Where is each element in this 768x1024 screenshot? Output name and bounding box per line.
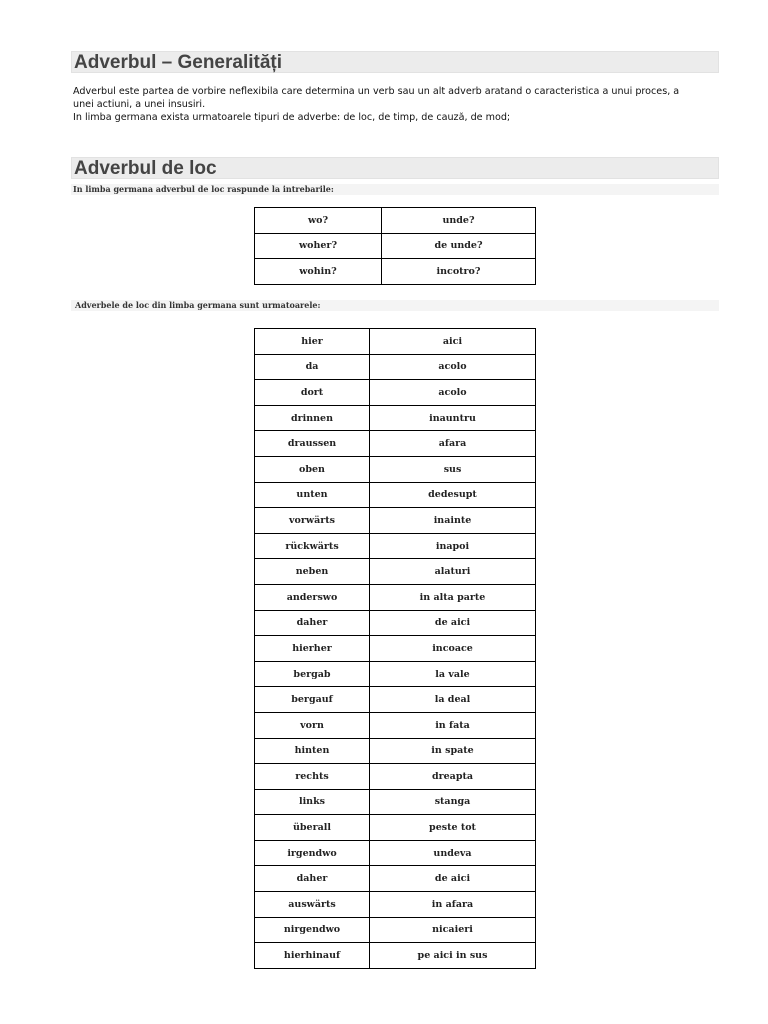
adverb-row	[255, 482, 536, 508]
german-cell: hierhinauf	[255, 943, 370, 969]
romanian-cell: incotro?	[382, 259, 536, 285]
romanian-cell: in spate	[370, 738, 536, 764]
german-cell: oben	[255, 456, 370, 482]
adverb-row	[255, 456, 536, 482]
german-cell: bergab	[255, 661, 370, 687]
german-cell: draussen	[255, 431, 370, 457]
adverb-row	[255, 533, 536, 559]
romanian-cell: de aici	[370, 610, 536, 636]
adverb-row	[255, 329, 536, 355]
german-cell: daher	[255, 610, 370, 636]
romanian-cell: peste tot	[370, 815, 536, 841]
romanian-cell: in alta parte	[370, 584, 536, 610]
german-cell: daher	[255, 866, 370, 892]
adverb-row	[255, 892, 536, 918]
adverb-row	[255, 866, 536, 892]
question-row	[255, 208, 536, 234]
romanian-cell: inapoi	[370, 533, 536, 559]
adverbs-table	[254, 328, 536, 969]
romanian-cell: dedesupt	[370, 482, 536, 508]
german-cell: hinten	[255, 738, 370, 764]
section-title-place: Adverbul de loc	[71, 157, 719, 179]
romanian-cell: acolo	[370, 354, 536, 380]
questions-table	[254, 207, 536, 285]
adverb-row	[255, 380, 536, 406]
romanian-cell: stanga	[370, 789, 536, 815]
adverb-row	[255, 764, 536, 790]
german-cell: hierher	[255, 636, 370, 662]
romanian-cell: afara	[370, 431, 536, 457]
romanian-cell: inauntru	[370, 405, 536, 431]
romanian-cell: la deal	[370, 687, 536, 713]
questions-intro: In limba germana adverbul de loc raspunde la intrebarile:	[71, 184, 719, 195]
german-cell: woher?	[255, 233, 382, 259]
german-cell: auswärts	[255, 892, 370, 918]
romanian-cell: undeva	[370, 840, 536, 866]
adverb-row	[255, 405, 536, 431]
german-cell: vorwärts	[255, 508, 370, 534]
adverb-row	[255, 584, 536, 610]
general-paragraph-types: In limba germana exista urmatoarele tipuri de adverbe: de loc, de timp, de cauză, de mod;	[73, 112, 511, 123]
adverb-row	[255, 840, 536, 866]
german-cell: rechts	[255, 764, 370, 790]
adverb-row	[255, 610, 536, 636]
german-cell: bergauf	[255, 687, 370, 713]
romanian-cell: de aici	[370, 866, 536, 892]
german-cell: neben	[255, 559, 370, 585]
adverb-row	[255, 789, 536, 815]
german-cell: wohin?	[255, 259, 382, 285]
romanian-cell: in fata	[370, 712, 536, 738]
adverb-row	[255, 636, 536, 662]
romanian-cell: sus	[370, 456, 536, 482]
section-title-general: Adverbul – Generalități	[71, 51, 719, 73]
german-cell: hier	[255, 329, 370, 355]
adverb-row	[255, 917, 536, 943]
german-cell: vorn	[255, 712, 370, 738]
question-row	[255, 259, 536, 285]
adverb-row	[255, 712, 536, 738]
adverb-row	[255, 431, 536, 457]
romanian-cell: acolo	[370, 380, 536, 406]
romanian-cell: in afara	[370, 892, 536, 918]
romanian-cell: unde?	[382, 208, 536, 234]
adverb-row	[255, 354, 536, 380]
german-cell: rückwärts	[255, 533, 370, 559]
adverb-row	[255, 687, 536, 713]
romanian-cell: nicaieri	[370, 917, 536, 943]
adverb-row	[255, 508, 536, 534]
german-cell: überall	[255, 815, 370, 841]
romanian-cell: inainte	[370, 508, 536, 534]
romanian-cell: la vale	[370, 661, 536, 687]
german-cell: anderswo	[255, 584, 370, 610]
romanian-cell: incoace	[370, 636, 536, 662]
adverbs-intro: Adverbele de loc din limba germana sunt urmatoarele:	[71, 300, 719, 311]
german-cell: da	[255, 354, 370, 380]
adverb-row	[255, 738, 536, 764]
german-cell: drinnen	[255, 405, 370, 431]
german-cell: links	[255, 789, 370, 815]
german-cell: wo?	[255, 208, 382, 234]
question-row	[255, 233, 536, 259]
german-cell: dort	[255, 380, 370, 406]
german-cell: irgendwo	[255, 840, 370, 866]
romanian-cell: de unde?	[382, 233, 536, 259]
romanian-cell: aici	[370, 329, 536, 355]
german-cell: nirgendwo	[255, 917, 370, 943]
adverb-row	[255, 559, 536, 585]
german-cell: unten	[255, 482, 370, 508]
adverb-row	[255, 661, 536, 687]
general-paragraph-definition: Adverbul este partea de vorbire neflexibila care determina un verb sau un alt adverb aratand o caracteristica a unui proces, a unei actiuni, a unei insusiri.	[73, 86, 680, 110]
adverb-row	[255, 943, 536, 969]
romanian-cell: alaturi	[370, 559, 536, 585]
romanian-cell: dreapta	[370, 764, 536, 790]
romanian-cell: pe aici in sus	[370, 943, 536, 969]
adverb-row	[255, 815, 536, 841]
